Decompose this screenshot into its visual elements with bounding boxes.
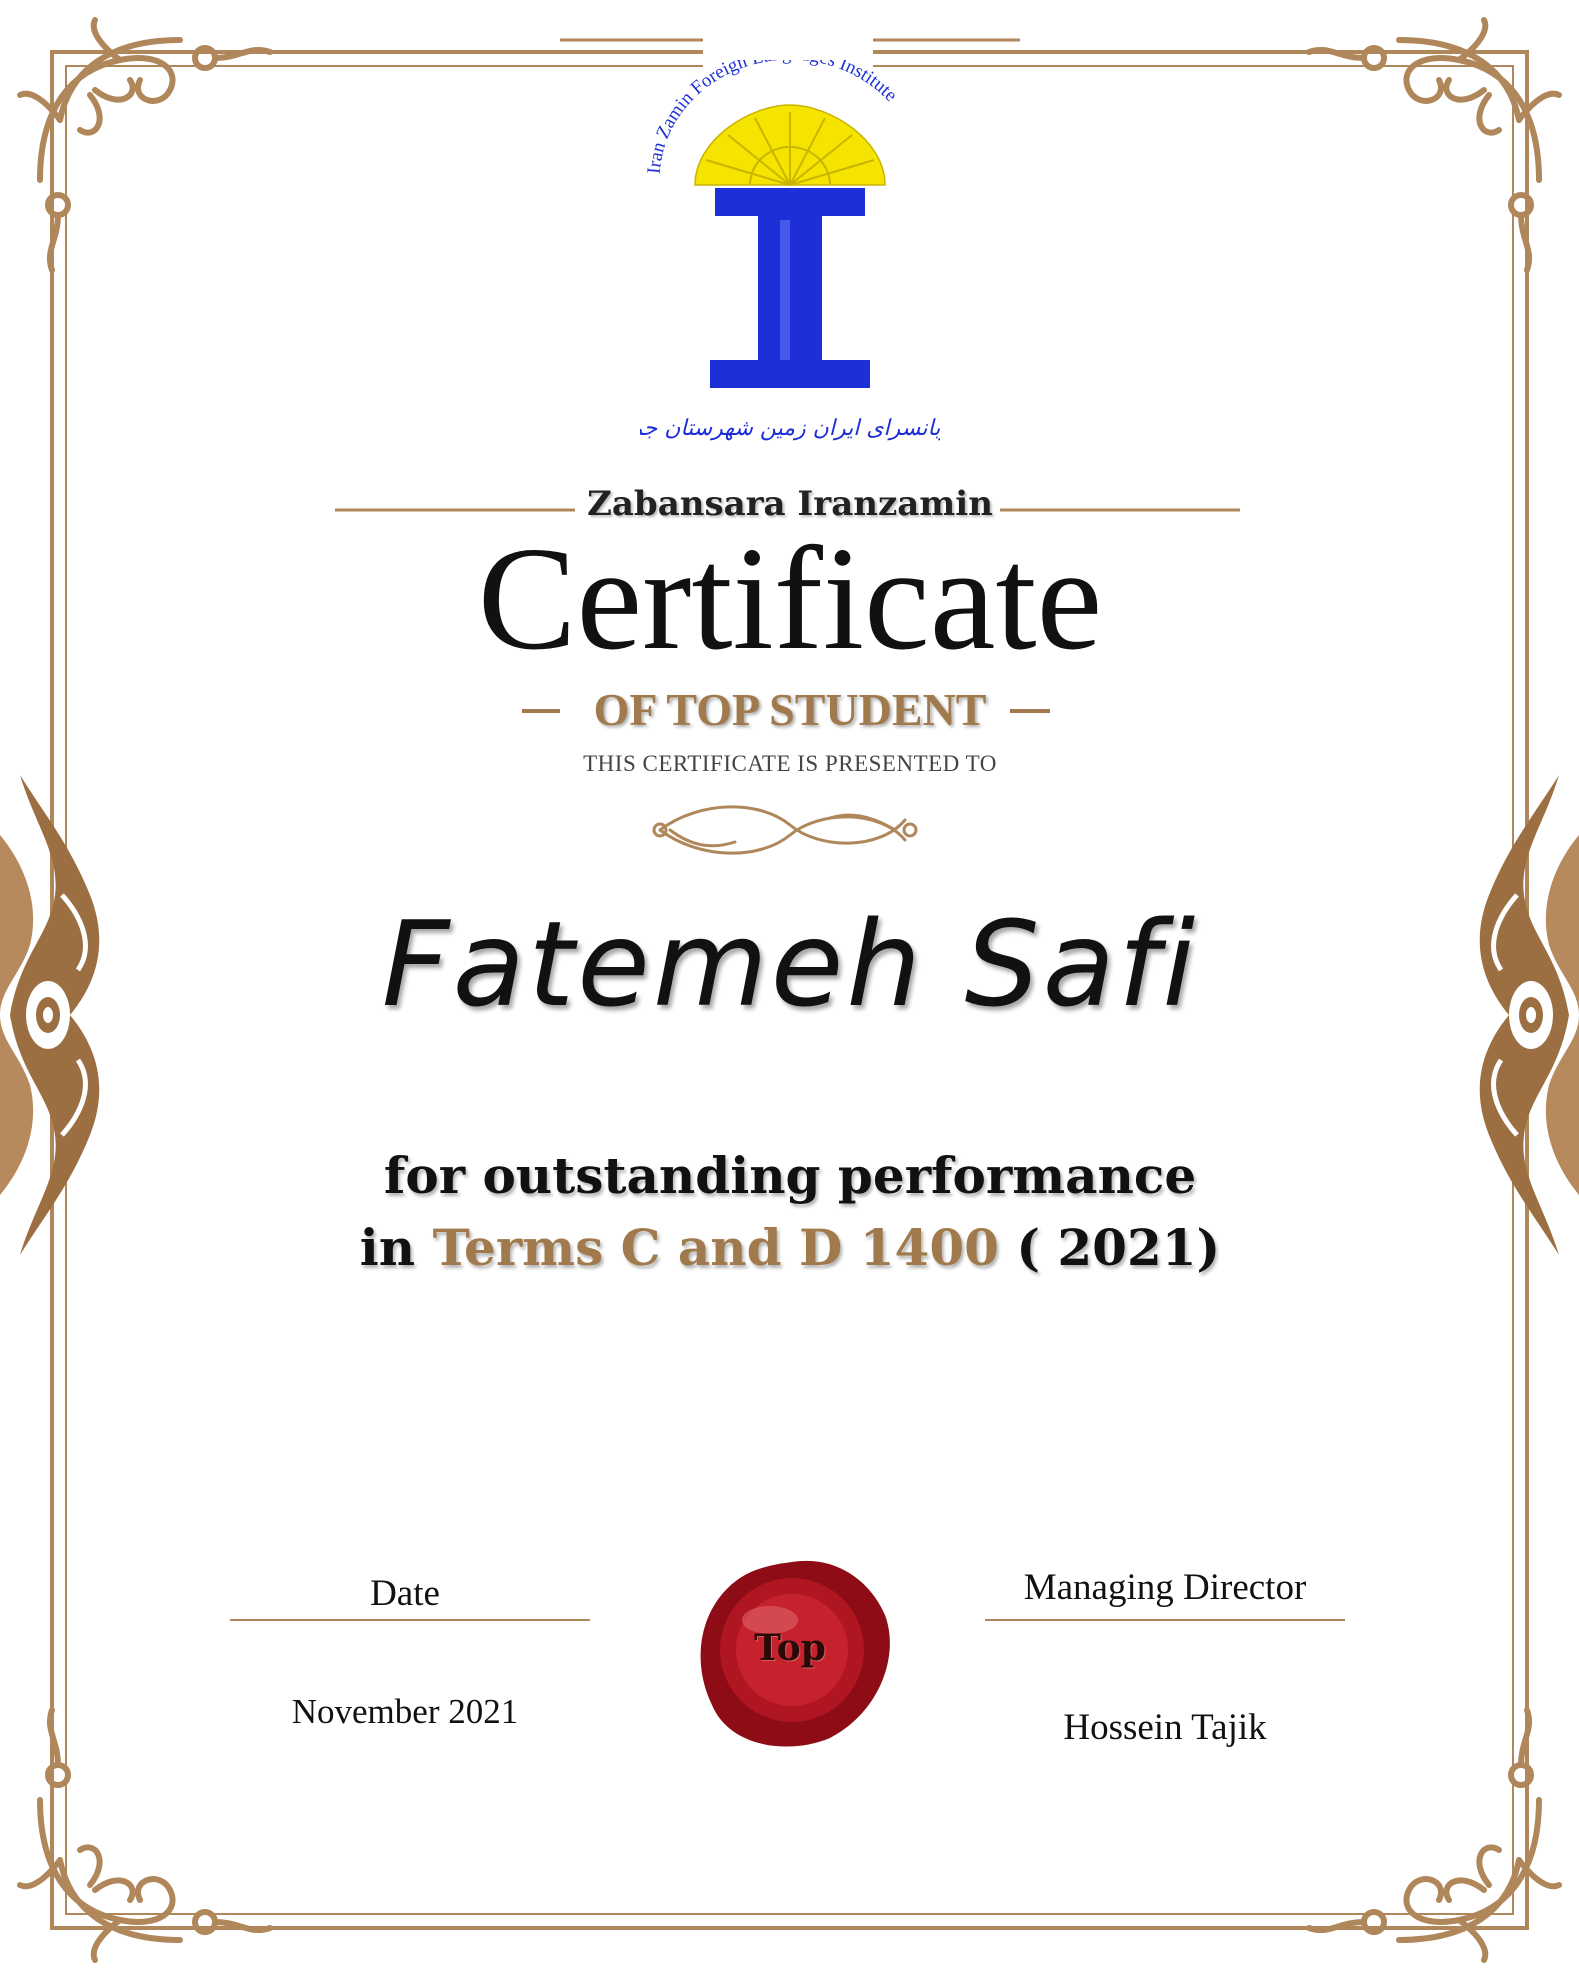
reason-line-1: for outstanding performance	[383, 1146, 1197, 1205]
seal-text: Top	[754, 1627, 826, 1669]
institute-logo	[640, 60, 940, 460]
certificate-subtitle: OF TOP STUDENT	[593, 684, 987, 735]
logo-arc-text: Iran Zamin Foreign s Institute	[643, 60, 902, 175]
date-value: November 2021	[291, 1692, 519, 1731]
reason-line-2	[330, 1218, 1250, 1277]
certificate-title: Certificate	[477, 517, 1103, 681]
logo-persian-text: زبانسرای ایران زمین شهرستان جم	[640, 416, 940, 441]
presented-to-label: THIS CERTIFICATE IS PRESENTED TO	[583, 751, 997, 776]
reason-line-2-terms: Terms C and D 1400	[432, 1218, 999, 1277]
institute-name: Zabansara Iranzamin	[587, 484, 993, 524]
recipient-name: Fatemeh Safi	[381, 895, 1199, 1033]
date-label: Date	[370, 1573, 440, 1614]
director-label: Managing Director	[1023, 1567, 1307, 1608]
director-name: Hossein Tajik	[1063, 1707, 1267, 1748]
reason-line-2-year: ( 2021)	[1016, 1218, 1221, 1277]
reason-line-2-prefix: in	[359, 1218, 416, 1277]
